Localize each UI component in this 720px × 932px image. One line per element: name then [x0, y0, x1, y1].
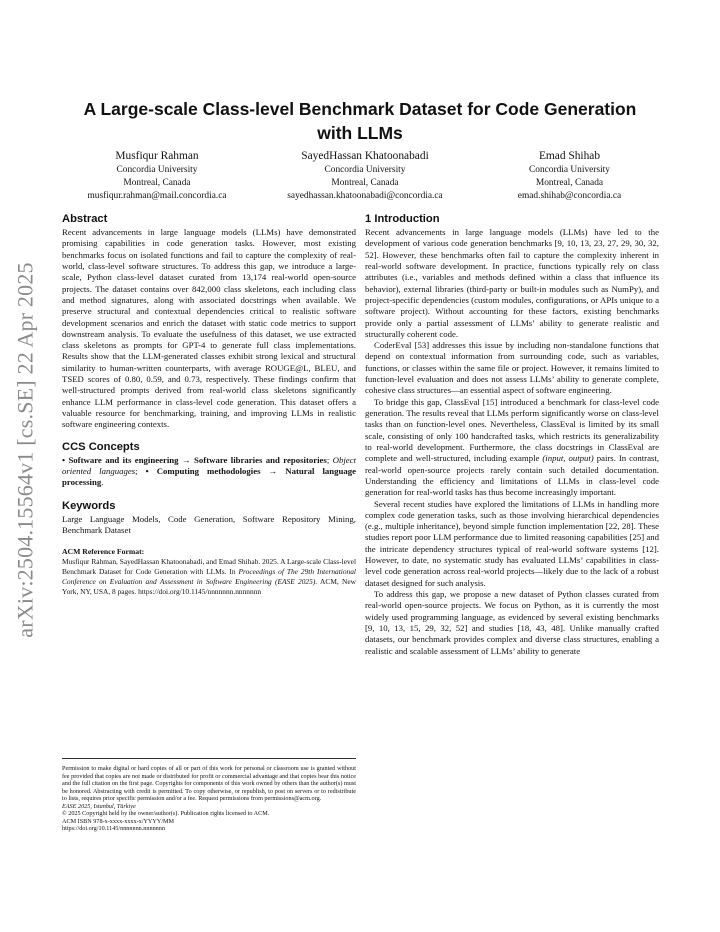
ccs-separator: ; [135, 465, 138, 476]
author-location: Montreal, Canada [535, 178, 604, 188]
author-affiliation: Concordia University [324, 165, 406, 175]
author-email: sayedhassan.khatoonabadi@concordia.ca [287, 191, 443, 201]
ccs-concept-3: • Computing methodologies → Natural language processing [62, 465, 357, 488]
ccs-concept-1: • Software and its engineering → Software libraries and repositories [62, 454, 327, 465]
abstract-heading: Abstract [62, 213, 108, 225]
isbn-line: ACM ISBN 978-x-xxxx-xxxx-x/YYYY/MM [62, 817, 175, 825]
intro-paragraph-3-emphasis: (input, output) [542, 453, 594, 464]
abstract-text: Recent advancements in large language models (LLMs) have demonstrated promising capabilities in code generation tasks. However, most existing benchmarks focus on isolated functions and fail to capture the complexity of real-world, class-level software structures. To address this gap, we introduce a large-scale, Python class-level dataset curated from 13,174 real-world open-source projects. The dataset contains over 842,000 class skeletons, each including class and method signatures, along with associated docstrings when available. We preserve structural and contextual dependencies critical to realistic software development scenarios and enrich the dataset with static code metrics to support downstream analysis. To evaluate the usefulness of this dataset, we use extracted class skeletons as prompts for GPT-4 to generate full class implementations. Results show that the LLM-generated classes exhibit strong lexical and structural similarity to human-written counterparts, with average ROUGE@L, BLEU, and TSED scores of 0.80, 0.59, and 0.73, respectively. These findings confirm that well-structured prompts derived from real-world class skeletons significantly enhance LLM performance in class-level code generation. This dataset offers a valuable resource for benchmarking, training, and improving LLMs in realistic software engineering contexts. [62, 227, 356, 430]
intro-paragraph-5: To address this gap, we propose a new dataset of Python classes curated from real-world open-source projects. We focus on Python, as it is currently the most widely used programming language, as evidenced by several existing benchmarks [9, 10, 13, 15, 29, 32, 52] and studies [18, 43, 48]. Unlike manually crafted datasets, our benchmark provides complex and diverse class structures, enabling a realistic and scalable assessment of LLMs’ ability to generate [365, 589, 659, 656]
author-name: Musfiqur Rahman [115, 150, 199, 162]
acm-reference-authors: Musfiqur Rahman, SayedHassan Khatoonabadi, and Emad Shihab. 2025. A Large-scale Class-level Benchmark Dataset for Code Generation with LLMs. In [62, 557, 356, 577]
acm-reference-text [62, 557, 356, 597]
intro-paragraph-2: CoderEval [53] addresses this issue by including non-standalone functions that depend on contextual information from surrounding code, such as variables, functions, or classes within the same file or project. However, it remains limited to function-level evaluation and does not assess LLMs’ ability to generate complete, cohesive class structures—an essential aspect of software engineering. [365, 340, 659, 396]
permission-text: Permission to make digital or hard copies of all or part of this work for personal or classroom use is granted without fee provided that copies are not made or distributed for profit or commercial advantage and that copies bear this notice and the full citation on the first page. Copyrights for components of this work owned by others than the author(s) must be honored. Abstracting with credit is permitted. To copy otherwise, or republish, to post on servers or to redistribute to lists, requires prior specific permission and/or a fee. Request permissions from permissions@acm.org. [62, 765, 356, 803]
right-column [365, 212, 659, 657]
keywords-heading: Keywords [62, 499, 116, 512]
author-affiliation: Concordia University [529, 165, 610, 175]
author-name: Emad Shihab [538, 150, 601, 162]
ccs-separator: . [101, 477, 104, 488]
left-column [62, 212, 356, 597]
conference-venue: EASE 2025, Istanbul, Türkiye [62, 802, 136, 810]
ccs-separator: ; [326, 454, 330, 465]
acm-reference-publisher: . ACM, New York, NY, USA, 8 pages. https://doi.org/10.1145/nnnnnnn.nnnnnnn [62, 577, 357, 596]
paper-title: A Large-scale Class-level Benchmark Dataset for Code Generation with LLMs [83, 99, 637, 143]
author-name: SayedHassan Khatoonabadi [301, 150, 429, 162]
doi-line: https://doi.org/10.1145/nnnnnnn.nnnnnnn [62, 825, 165, 833]
arxiv-stamp-text: arXiv:2504.15564v1 [cs.SE] 22 Apr 2025 [13, 262, 38, 638]
author-affiliation: Concordia University [116, 165, 198, 175]
author-location: Montreal, Canada [123, 178, 191, 188]
ccs-concept-2: Object oriented languages [62, 454, 356, 476]
author-email: emad.shihab@concordia.ca [517, 191, 622, 201]
acm-reference-heading: ACM Reference Format: [62, 547, 145, 557]
keywords-text: Large Language Models, Code Generation, Software Repository Mining, Benchmark Dataset [62, 513, 356, 535]
acm-reference-venue: Proceedings of The 29th International Conference on Evaluation and Assessment in Software Engineering (EASE 2025) [62, 567, 356, 586]
arxiv-identifier-stamp [6, 230, 46, 670]
copyright-line: © 2025 Copyright held by the owner/author(s). Publication rights licensed to ACM. [62, 810, 270, 818]
author-block [62, 149, 659, 209]
intro-paragraph-4: Several recent studies have explored the limitations of LLMs in handling more complex code generation tasks, such as those involving hierarchical dependencies (e.g., multiple inheritance), beyond simple function implementation [22, 28]. These studies report poor LLM performance due to limited reasoning capabilities [25] and the intricate dependency structures typical of real-world software systems [12]. However, to date, no systematic study has evaluated LLMs’ capabilities in class-level code generation across real-world projects—likely due to the lack of a robust dataset designed for such analysis. [365, 498, 659, 588]
author-1 [62, 149, 252, 203]
permission-footnote [62, 758, 356, 833]
intro-paragraph-3-part-c: pairs. In contrast, real-world open-source projects rarely contain such detailed documentation. Understanding the efficiency and limitations of LLMs in class-level code generation for real-world tasks has thus become increasingly important. [365, 453, 660, 498]
author-3 [480, 149, 659, 203]
ccs-concepts-text [62, 455, 356, 489]
author-email: musfiqur.rahman@mail.concordia.ca [87, 191, 227, 201]
intro-paragraph-1: Recent advancements in large language models (LLMs) have led to the development of various code generation benchmarks [9, 10, 13, 23, 27, 29, 30, 32, 52]. However, these benchmarks often fail to capture the complexity inherent in real-world software development. In practice, functions typically rely on class attributes (i.e., variables and methods defined within a class that influence its behavior), external libraries (third-party or built-in modules such as NumPy), and project-specific dependencies (custom modules, configurations, or APIs unique to a software project). Without accounting for these factors, existing benchmarks provide only a partial assessment of LLMs’ ability to generate realistic and structurally coherent code. [365, 227, 659, 339]
ccs-concepts-heading: CCS Concepts [62, 440, 140, 453]
introduction-heading: 1 Introduction [365, 213, 440, 225]
intro-paragraph-3 [365, 397, 659, 499]
intro-paragraph-3-part-a: To bridge this gap, ClassEval [15] introduced a benchmark for class-level code generation. The results reveal that LLMs perform significantly worse on class-level tasks than on function-level ones. Nevertheless, ClassEval is limited by its small scale, consisting of only 100 handcrafted tasks, which restricts its generalizability to real-world development. Furthermore, the class docstrings in ClassEval are complete and well-structured, including example [365, 396, 659, 464]
author-location: Montreal, Canada [331, 178, 399, 188]
author-2 [258, 149, 472, 203]
